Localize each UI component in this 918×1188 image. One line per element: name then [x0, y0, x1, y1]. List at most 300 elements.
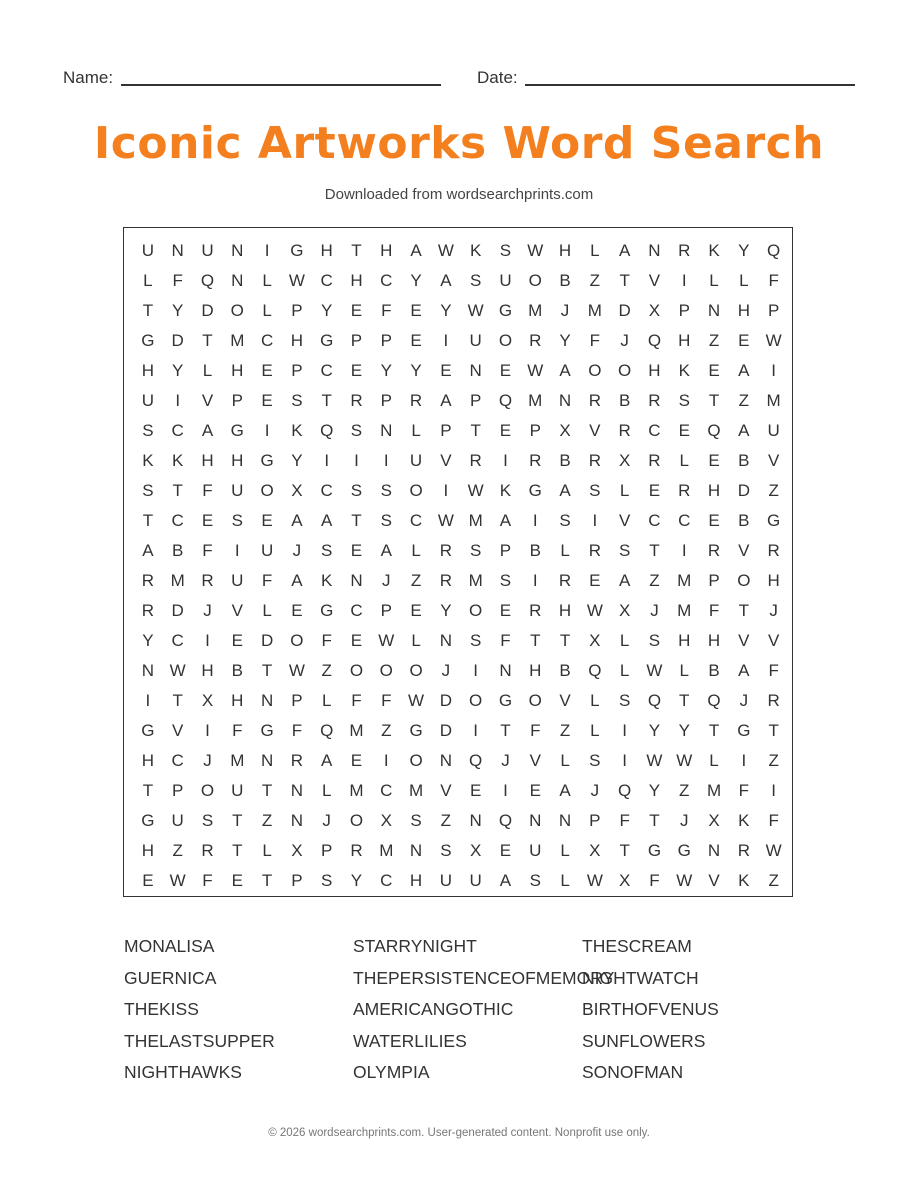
grid-cell[interactable]: A [618, 571, 631, 590]
grid-cell[interactable]: L [560, 751, 570, 770]
grid-cell[interactable]: H [737, 301, 750, 320]
grid-cell[interactable]: F [738, 781, 750, 800]
grid-cell[interactable]: F [768, 811, 779, 830]
grid-cell[interactable]: N [380, 421, 393, 440]
grid-cell[interactable]: G [260, 721, 274, 740]
grid-cell[interactable]: L [560, 541, 570, 560]
grid-cell[interactable]: N [350, 571, 363, 590]
grid-cell[interactable]: P [380, 601, 392, 620]
grid-cell[interactable]: A [291, 571, 303, 590]
grid-cell[interactable]: E [648, 481, 661, 500]
grid-cell[interactable]: M [468, 571, 483, 590]
grid-cell[interactable]: M [706, 781, 722, 800]
grid-cell[interactable]: F [202, 481, 213, 500]
grid-cell[interactable]: W [676, 751, 693, 770]
grid-cell[interactable]: S [648, 631, 661, 650]
grid-cell[interactable]: T [232, 811, 243, 830]
grid-cell[interactable]: T [708, 391, 720, 410]
grid-cell[interactable]: R [439, 541, 452, 560]
grid-cell[interactable]: O [409, 481, 423, 500]
grid-cell[interactable]: C [380, 781, 393, 800]
grid-cell[interactable]: Z [738, 391, 750, 410]
grid-cell[interactable]: O [230, 301, 244, 320]
grid-cell[interactable]: H [141, 841, 155, 860]
grid-cell[interactable]: F [381, 691, 392, 710]
grid-cell[interactable]: A [410, 241, 422, 260]
grid-cell[interactable]: P [380, 391, 392, 410]
grid-cell[interactable]: C [678, 511, 691, 530]
grid-cell[interactable]: A [559, 781, 571, 800]
grid-cell[interactable]: H [201, 661, 214, 680]
grid-cell[interactable]: F [500, 631, 511, 650]
grid-cell[interactable]: I [503, 451, 508, 470]
grid-cell[interactable]: O [409, 661, 423, 680]
grid-cell[interactable]: I [473, 721, 479, 740]
grid-cell[interactable]: R [678, 481, 691, 500]
grid-cell[interactable]: I [622, 751, 628, 770]
grid-cell[interactable]: X [559, 421, 571, 440]
grid-cell[interactable]: V [440, 451, 452, 470]
grid-cell[interactable]: G [141, 331, 155, 350]
grid-cell[interactable]: C [320, 361, 333, 380]
grid-cell[interactable]: D [439, 691, 452, 710]
grid-cell[interactable]: C [648, 421, 661, 440]
grid-cell[interactable]: R [648, 391, 661, 410]
grid-cell[interactable]: I [741, 751, 747, 770]
grid-cell[interactable]: H [231, 451, 244, 470]
grid-cell[interactable]: R [767, 691, 780, 710]
grid-cell[interactable]: O [528, 271, 542, 290]
grid-cell[interactable]: Y [410, 361, 422, 380]
grid-cell[interactable]: Q [320, 421, 334, 440]
grid-cell[interactable]: G [677, 841, 691, 860]
grid-cell[interactable]: P [767, 301, 780, 320]
grid-cell[interactable]: N [707, 301, 721, 320]
grid-cell[interactable]: H [529, 661, 542, 680]
grid-cell[interactable]: Z [679, 781, 690, 800]
grid-cell[interactable]: T [738, 601, 750, 620]
grid-cell[interactable]: H [290, 331, 304, 350]
grid-cell[interactable]: Y [380, 361, 392, 380]
grid-cell[interactable]: E [499, 601, 512, 620]
grid-cell[interactable]: H [231, 691, 244, 710]
grid-cell[interactable]: M [528, 301, 543, 320]
grid-cell[interactable]: E [261, 511, 273, 530]
grid-cell[interactable]: T [202, 331, 213, 350]
grid-cell[interactable]: L [262, 301, 272, 320]
grid-cell[interactable]: A [559, 361, 571, 380]
grid-cell[interactable]: U [767, 421, 780, 440]
grid-cell[interactable]: L [262, 271, 272, 290]
grid-cell[interactable]: C [380, 271, 393, 290]
grid-cell[interactable]: T [351, 511, 362, 530]
grid-cell[interactable]: Z [172, 841, 183, 860]
grid-cell[interactable]: J [590, 781, 600, 800]
grid-cell[interactable]: W [646, 661, 663, 680]
grid-cell[interactable]: Q [498, 811, 513, 830]
grid-cell[interactable]: R [439, 571, 452, 590]
grid-cell[interactable]: Z [261, 811, 273, 830]
grid-cell[interactable]: N [260, 691, 274, 710]
grid-cell[interactable]: S [231, 511, 243, 530]
grid-cell[interactable]: E [499, 421, 512, 440]
grid-cell[interactable]: Z [381, 721, 392, 740]
grid-cell[interactable]: P [469, 391, 482, 410]
grid-cell[interactable]: S [142, 481, 154, 500]
grid-cell[interactable]: I [234, 541, 240, 560]
grid-cell[interactable]: I [443, 331, 449, 350]
grid-cell[interactable]: H [558, 241, 572, 260]
grid-cell[interactable]: R [469, 451, 482, 470]
grid-cell[interactable]: G [498, 691, 513, 710]
grid-cell[interactable]: S [380, 511, 392, 530]
grid-cell[interactable]: L [619, 631, 630, 650]
grid-cell[interactable]: Q [498, 391, 513, 410]
grid-cell[interactable]: S [589, 751, 601, 770]
grid-cell[interactable]: N [558, 391, 572, 410]
grid-cell[interactable]: Y [350, 871, 363, 890]
grid-cell[interactable]: H [707, 631, 721, 650]
grid-cell[interactable]: F [172, 271, 183, 290]
grid-cell[interactable]: S [142, 421, 154, 440]
grid-cell[interactable]: H [380, 241, 393, 260]
grid-cell[interactable]: C [648, 511, 661, 530]
grid-cell[interactable]: V [708, 871, 720, 890]
grid-cell[interactable]: O [290, 631, 304, 650]
grid-cell[interactable]: Z [768, 751, 779, 770]
grid-cell[interactable]: J [501, 751, 510, 770]
grid-cell[interactable]: A [499, 871, 512, 890]
grid-cell[interactable]: J [560, 301, 570, 320]
grid-cell[interactable]: V [529, 751, 541, 770]
grid-cell[interactable]: R [141, 601, 155, 620]
grid-cell[interactable]: B [708, 661, 720, 680]
grid-cell[interactable]: R [290, 751, 304, 770]
grid-cell[interactable]: T [172, 481, 183, 500]
grid-cell[interactable]: N [231, 241, 244, 260]
grid-cell[interactable]: P [678, 301, 690, 320]
grid-cell[interactable]: B [618, 391, 631, 410]
grid-cell[interactable]: U [231, 481, 244, 500]
grid-cell[interactable]: F [381, 301, 392, 320]
grid-cell[interactable]: E [469, 781, 482, 800]
grid-cell[interactable]: C [380, 871, 393, 890]
grid-cell[interactable]: I [771, 361, 776, 380]
grid-cell[interactable]: A [738, 661, 750, 680]
grid-cell[interactable]: A [618, 241, 631, 260]
grid-cell[interactable]: I [354, 451, 359, 470]
grid-cell[interactable]: E [231, 871, 243, 890]
grid-cell[interactable]: G [320, 331, 334, 350]
grid-cell[interactable]: E [350, 541, 363, 560]
grid-cell[interactable]: T [530, 631, 541, 650]
grid-cell[interactable]: I [503, 781, 508, 800]
grid-cell[interactable]: J [203, 601, 212, 620]
grid-cell[interactable]: Y [648, 721, 661, 740]
grid-cell[interactable]: F [291, 721, 303, 740]
grid-cell[interactable]: R [141, 571, 155, 590]
grid-cell[interactable]: M [230, 751, 245, 770]
grid-cell[interactable]: I [205, 631, 210, 650]
grid-cell[interactable]: S [678, 391, 690, 410]
grid-cell[interactable]: I [205, 721, 210, 740]
grid-cell[interactable]: X [648, 301, 661, 320]
grid-cell[interactable]: P [291, 871, 303, 890]
grid-cell[interactable]: Y [142, 631, 154, 650]
grid-cell[interactable]: T [470, 421, 481, 440]
grid-cell[interactable]: K [142, 451, 154, 470]
grid-cell[interactable]: V [559, 691, 571, 710]
grid-cell[interactable]: I [443, 481, 449, 500]
grid-cell[interactable]: I [324, 451, 330, 470]
grid-cell[interactable]: Z [708, 331, 720, 350]
grid-cell[interactable]: E [738, 331, 750, 350]
grid-cell[interactable]: R [409, 391, 423, 410]
grid-cell[interactable]: L [739, 271, 749, 290]
grid-cell[interactable]: I [592, 511, 598, 530]
grid-cell[interactable]: F [768, 661, 779, 680]
grid-cell[interactable]: R [648, 451, 661, 470]
grid-cell[interactable]: Q [469, 751, 483, 770]
grid-cell[interactable]: U [231, 781, 244, 800]
grid-cell[interactable]: F [530, 721, 541, 740]
grid-cell[interactable]: C [171, 511, 184, 530]
grid-cell[interactable]: T [142, 301, 154, 320]
grid-cell[interactable]: P [499, 541, 512, 560]
grid-cell[interactable]: R [767, 541, 780, 560]
grid-cell[interactable]: E [350, 631, 363, 650]
grid-cell[interactable]: P [380, 331, 392, 350]
grid-cell[interactable]: L [590, 241, 600, 260]
grid-cell[interactable]: M [170, 571, 185, 590]
grid-cell[interactable]: I [175, 391, 181, 410]
grid-cell[interactable]: E [499, 841, 512, 860]
grid-cell[interactable]: F [708, 601, 720, 620]
grid-cell[interactable]: U [201, 241, 214, 260]
grid-cell[interactable]: G [528, 481, 542, 500]
grid-cell[interactable]: A [559, 481, 571, 500]
grid-cell[interactable]: Y [172, 301, 184, 320]
date-field[interactable] [477, 68, 518, 88]
grid-cell[interactable]: L [143, 271, 153, 290]
grid-cell[interactable]: L [321, 781, 332, 800]
grid-cell[interactable]: W [527, 241, 544, 260]
grid-cell[interactable]: P [350, 331, 363, 350]
grid-cell[interactable]: O [588, 361, 602, 380]
grid-cell[interactable]: V [440, 781, 452, 800]
grid-cell[interactable]: P [321, 841, 333, 860]
grid-cell[interactable]: L [321, 691, 332, 710]
grid-cell[interactable]: G [767, 511, 781, 530]
grid-cell[interactable]: R [678, 241, 691, 260]
grid-cell[interactable]: N [290, 781, 304, 800]
grid-cell[interactable]: N [260, 751, 274, 770]
grid-cell[interactable]: O [528, 691, 542, 710]
grid-cell[interactable]: F [202, 541, 213, 560]
grid-cell[interactable]: X [708, 811, 720, 830]
grid-cell[interactable]: H [648, 361, 661, 380]
grid-cell[interactable]: K [499, 481, 512, 500]
grid-cell[interactable]: H [141, 751, 155, 770]
grid-cell[interactable]: S [529, 871, 541, 890]
grid-cell[interactable]: O [618, 361, 632, 380]
grid-cell[interactable]: E [708, 511, 720, 530]
grid-cell[interactable]: V [589, 421, 601, 440]
grid-cell[interactable]: M [230, 331, 245, 350]
grid-cell[interactable]: S [201, 811, 214, 830]
grid-cell[interactable]: T [172, 691, 183, 710]
grid-cell[interactable]: K [469, 241, 482, 260]
grid-cell[interactable]: T [351, 241, 362, 260]
grid-cell[interactable]: Y [738, 241, 750, 260]
grid-cell[interactable]: L [590, 721, 600, 740]
grid-cell[interactable]: N [529, 811, 542, 830]
grid-cell[interactable]: C [171, 421, 184, 440]
grid-cell[interactable]: K [321, 571, 333, 590]
grid-cell[interactable]: I [532, 571, 538, 590]
grid-cell[interactable]: S [350, 481, 363, 500]
grid-cell[interactable]: Y [559, 331, 571, 350]
grid-cell[interactable]: O [737, 571, 751, 590]
grid-cell[interactable]: V [648, 271, 661, 290]
grid-cell[interactable]: U [141, 241, 155, 260]
grid-cell[interactable]: N [171, 241, 184, 260]
grid-cell[interactable]: Y [410, 271, 422, 290]
grid-cell[interactable]: A [142, 541, 154, 560]
grid-cell[interactable]: W [467, 481, 484, 500]
grid-cell[interactable]: J [382, 571, 391, 590]
grid-cell[interactable]: F [649, 871, 660, 890]
grid-cell[interactable]: N [231, 271, 244, 290]
grid-cell[interactable]: H [320, 241, 333, 260]
grid-cell[interactable]: G [141, 721, 155, 740]
grid-cell[interactable]: R [350, 391, 363, 410]
grid-cell[interactable]: Y [648, 781, 661, 800]
grid-cell[interactable]: U [171, 811, 184, 830]
grid-cell[interactable]: Z [440, 811, 452, 830]
grid-cell[interactable]: Z [649, 571, 660, 590]
grid-cell[interactable]: V [201, 391, 214, 410]
grid-cell[interactable]: Y [440, 601, 452, 620]
grid-cell[interactable]: D [201, 301, 214, 320]
grid-cell[interactable]: I [532, 511, 538, 530]
grid-cell[interactable]: D [737, 481, 750, 500]
grid-cell[interactable]: E [440, 361, 452, 380]
grid-cell[interactable]: E [678, 421, 690, 440]
grid-cell[interactable]: F [768, 271, 779, 290]
grid-cell[interactable]: U [469, 871, 482, 890]
grid-cell[interactable]: S [350, 421, 363, 440]
grid-cell[interactable]: H [767, 571, 780, 590]
grid-cell[interactable]: J [769, 601, 778, 620]
grid-cell[interactable]: A [380, 541, 392, 560]
grid-cell[interactable]: L [202, 361, 213, 380]
grid-cell[interactable]: N [707, 841, 721, 860]
grid-cell[interactable]: D [618, 301, 631, 320]
grid-cell[interactable]: G [320, 601, 334, 620]
grid-cell[interactable]: R [529, 601, 542, 620]
grid-cell[interactable]: T [649, 811, 660, 830]
grid-cell[interactable]: V [767, 631, 780, 650]
grid-cell[interactable]: A [201, 421, 214, 440]
grid-cell[interactable]: X [380, 811, 392, 830]
grid-cell[interactable]: R [558, 571, 572, 590]
grid-cell[interactable]: S [321, 541, 333, 560]
grid-cell[interactable]: W [765, 841, 782, 860]
grid-cell[interactable]: S [618, 541, 631, 560]
grid-cell[interactable]: M [677, 601, 692, 620]
grid-cell[interactable]: C [171, 751, 184, 770]
grid-cell[interactable]: M [766, 391, 781, 410]
grid-cell[interactable]: Q [767, 241, 781, 260]
grid-cell[interactable]: T [679, 691, 690, 710]
grid-cell[interactable]: Y [440, 301, 452, 320]
grid-cell[interactable]: W [586, 871, 603, 890]
grid-cell[interactable]: F [351, 691, 362, 710]
grid-cell[interactable]: T [500, 721, 511, 740]
grid-cell[interactable]: T [649, 541, 660, 560]
grid-cell[interactable]: I [145, 691, 151, 710]
grid-cell[interactable]: E [410, 331, 422, 350]
grid-cell[interactable]: S [291, 391, 303, 410]
grid-cell[interactable]: K [678, 361, 690, 380]
grid-cell[interactable]: C [409, 511, 423, 530]
grid-cell[interactable]: H [558, 601, 572, 620]
grid-cell[interactable]: A [499, 511, 512, 530]
grid-cell[interactable]: A [321, 751, 333, 770]
grid-cell[interactable]: M [468, 511, 483, 530]
grid-cell[interactable]: D [260, 631, 274, 650]
grid-cell[interactable]: U [231, 571, 244, 590]
grid-cell[interactable]: R [707, 541, 721, 560]
grid-cell[interactable]: A [321, 511, 333, 530]
grid-cell[interactable]: T [321, 391, 332, 410]
grid-cell[interactable]: W [646, 751, 663, 770]
grid-cell[interactable]: R [588, 451, 601, 470]
grid-cell[interactable]: P [291, 301, 303, 320]
grid-cell[interactable]: O [498, 331, 513, 350]
grid-cell[interactable]: L [262, 841, 272, 860]
grid-cell[interactable]: W [169, 661, 186, 680]
grid-cell[interactable]: F [619, 811, 630, 830]
grid-cell[interactable]: U [409, 451, 423, 470]
grid-cell[interactable]: E [231, 631, 243, 650]
grid-cell[interactable]: Q [588, 661, 602, 680]
grid-cell[interactable]: P [291, 691, 303, 710]
grid-cell[interactable]: I [681, 271, 687, 290]
grid-cell[interactable]: G [647, 841, 662, 860]
grid-cell[interactable]: F [261, 571, 273, 590]
grid-cell[interactable]: L [679, 661, 689, 680]
grid-cell[interactable]: H [141, 361, 155, 380]
grid-cell[interactable]: L [411, 541, 421, 560]
grid-cell[interactable]: L [411, 421, 421, 440]
grid-cell[interactable]: Y [291, 451, 303, 470]
grid-cell[interactable]: U [439, 871, 452, 890]
grid-cell[interactable]: M [677, 571, 692, 590]
grid-cell[interactable]: U [260, 541, 274, 560]
grid-cell[interactable]: R [588, 541, 601, 560]
grid-cell[interactable]: J [650, 601, 659, 620]
grid-cell[interactable]: H [409, 871, 423, 890]
grid-cell[interactable]: N [439, 631, 452, 650]
grid-cell[interactable]: Q [707, 421, 721, 440]
grid-cell[interactable]: S [499, 241, 512, 260]
grid-cell[interactable]: P [172, 781, 184, 800]
date-underline[interactable] [525, 84, 855, 86]
grid-cell[interactable]: P [440, 421, 452, 440]
grid-cell[interactable]: I [383, 751, 389, 770]
